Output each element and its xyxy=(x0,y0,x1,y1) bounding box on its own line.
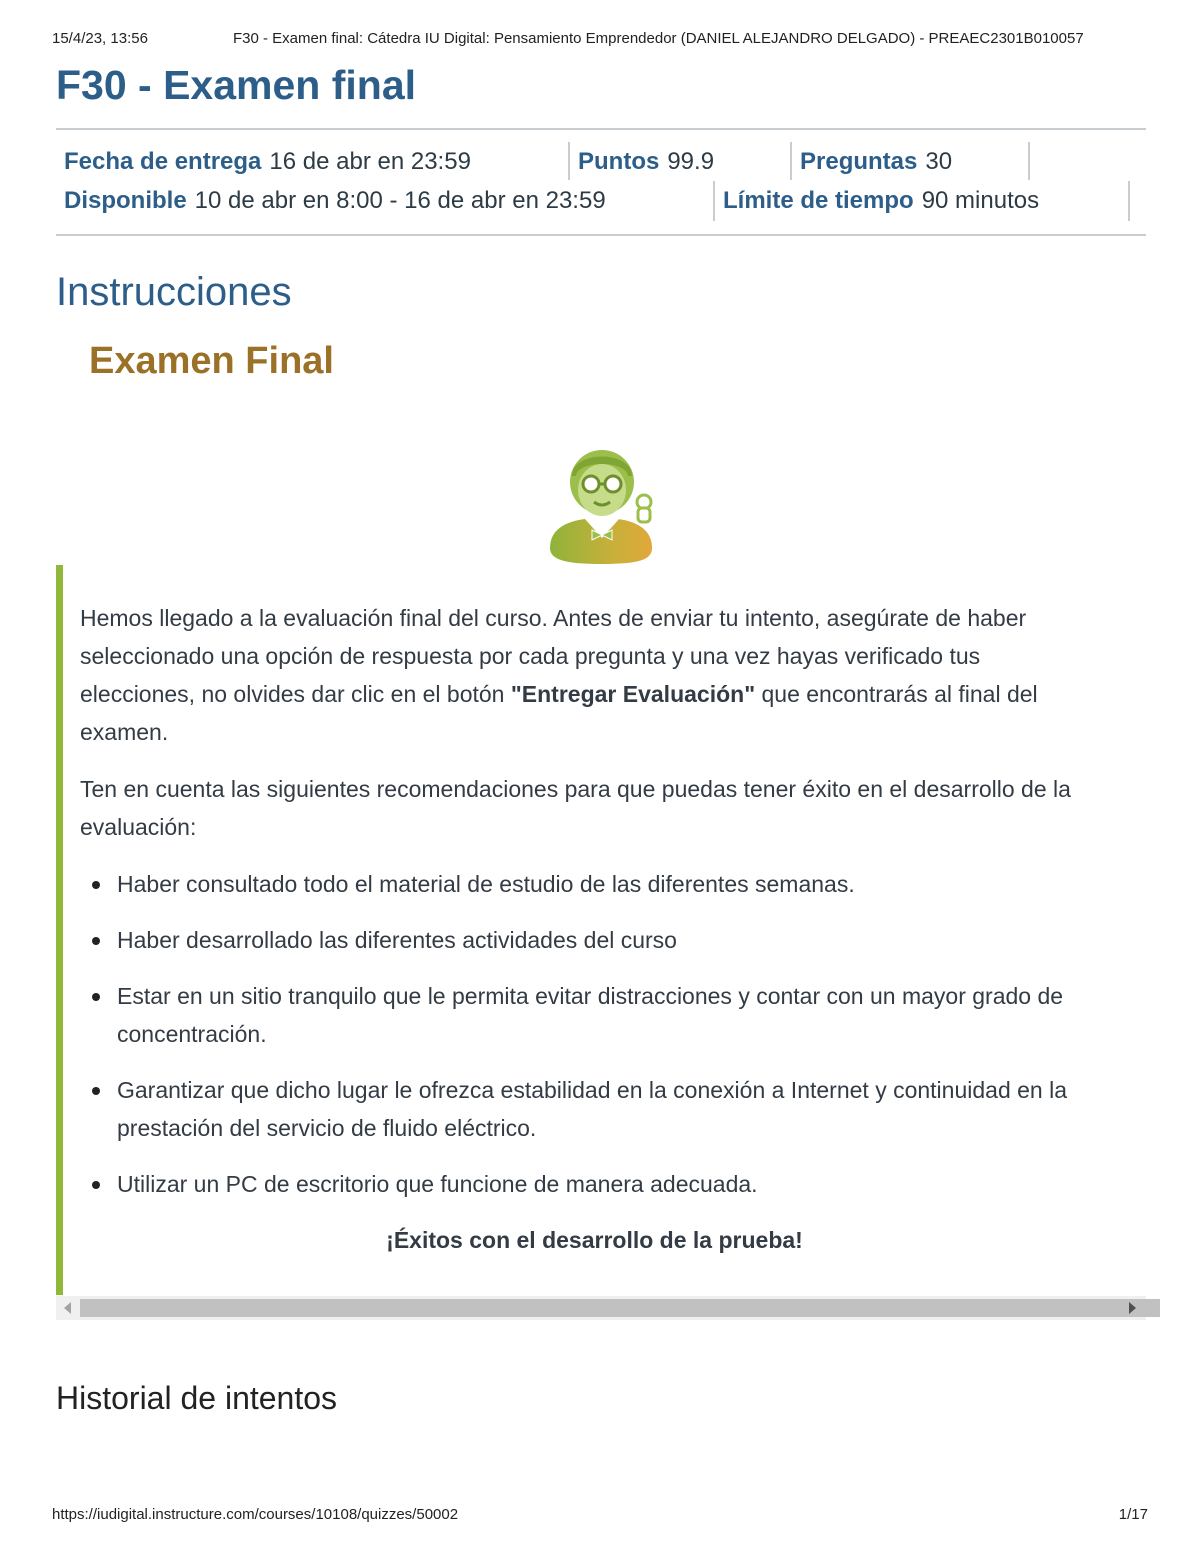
attempt-history-heading: Historial de intentos xyxy=(56,1380,338,1416)
points-value: 99.9 xyxy=(667,148,715,175)
scrollbar-thumb[interactable] xyxy=(80,1299,1160,1317)
availability-label: Disponible xyxy=(64,187,187,214)
professor-mascot-icon xyxy=(546,438,658,566)
availability xyxy=(64,187,606,215)
details-bottom-divider xyxy=(56,234,1146,236)
page-number: 1/17 xyxy=(1118,1506,1148,1523)
instructions-paragraph-2: Ten en cuenta las siguientes recomendaciones para que puedas tener éxito en el desarrollo de la evaluación: xyxy=(80,776,1071,840)
paragraph-1-text-end: que encontrarás al final del examen. xyxy=(80,681,1038,745)
due-date-value: 16 de abr en 23:59 xyxy=(269,148,471,175)
questions-label: Preguntas xyxy=(800,148,918,175)
details-separator xyxy=(568,142,570,180)
points-label: Puntos xyxy=(578,148,660,175)
questions-value: 30 xyxy=(925,148,953,175)
print-url: https://iudigital.instructure.com/courses/10108/quizzes/50002 xyxy=(52,1506,459,1523)
time-limit-value: 90 minutos xyxy=(921,187,1040,214)
details-separator xyxy=(1128,181,1130,221)
instructions-paragraph-1 xyxy=(80,599,1080,751)
paragraph-1-text: Hemos llegado a la evaluación final del curso. Antes de enviar tu intento, asegúrate de haber seleccionado una opción de respuesta por cada pregunta y una vez hayas verificado tus elecciones, no olvides dar clic en el botón xyxy=(80,605,1027,707)
exam-subheading: Examen Final xyxy=(89,340,334,382)
list-item: Estar en un sitio tranquilo que le permita evitar distracciones y contar con un mayor grado de concentración. xyxy=(80,977,1080,1053)
list-item: Garantizar que dicho lugar le ofrezca estabilidad en la conexión a Internet y continuidad en la prestación del servicio de fluido eléctrico. xyxy=(80,1071,1080,1147)
due-date xyxy=(64,148,471,176)
details-separator xyxy=(790,142,792,180)
details-separator xyxy=(1028,142,1030,180)
time-limit-label: Límite de tiempo xyxy=(723,187,914,214)
submit-button-reference: "Entregar Evaluación" xyxy=(510,681,756,707)
instructions-heading: Instrucciones xyxy=(56,270,292,314)
closing-message: ¡Éxitos con el desarrollo de la prueba! xyxy=(386,1227,803,1253)
due-date-label: Fecha de entrega xyxy=(64,148,262,175)
questions xyxy=(800,148,952,176)
scroll-left-arrow-icon[interactable] xyxy=(64,1302,71,1314)
instructions-callout xyxy=(56,565,1153,1295)
list-item: Utilizar un PC de escritorio que funcione de manera adecuada. xyxy=(80,1165,1080,1203)
list-item: Haber desarrollado las diferentes actividades del curso xyxy=(80,921,1080,959)
page-title: F30 - Examen final xyxy=(56,62,417,108)
details-top-divider xyxy=(56,128,1146,130)
list-item: Haber consultado todo el material de estudio de las diferentes semanas. xyxy=(80,865,1080,903)
scroll-right-arrow-icon[interactable] xyxy=(1129,1302,1136,1314)
horizontal-scrollbar[interactable] xyxy=(56,1296,1146,1320)
print-document-title: F30 - Examen final: Cátedra IU Digital: Pensamiento Emprendedor (DANIEL ALEJANDRO DELGADO) - PREAEC2301B010057 xyxy=(233,30,1084,47)
details-separator xyxy=(713,181,715,221)
time-limit xyxy=(723,187,1039,215)
points xyxy=(578,148,714,176)
print-datetime: 15/4/23, 13:56 xyxy=(52,30,148,47)
recommendations-list xyxy=(80,865,1080,1221)
availability-value: 10 de abr en 8:00 - 16 de abr en 23:59 xyxy=(194,187,606,214)
